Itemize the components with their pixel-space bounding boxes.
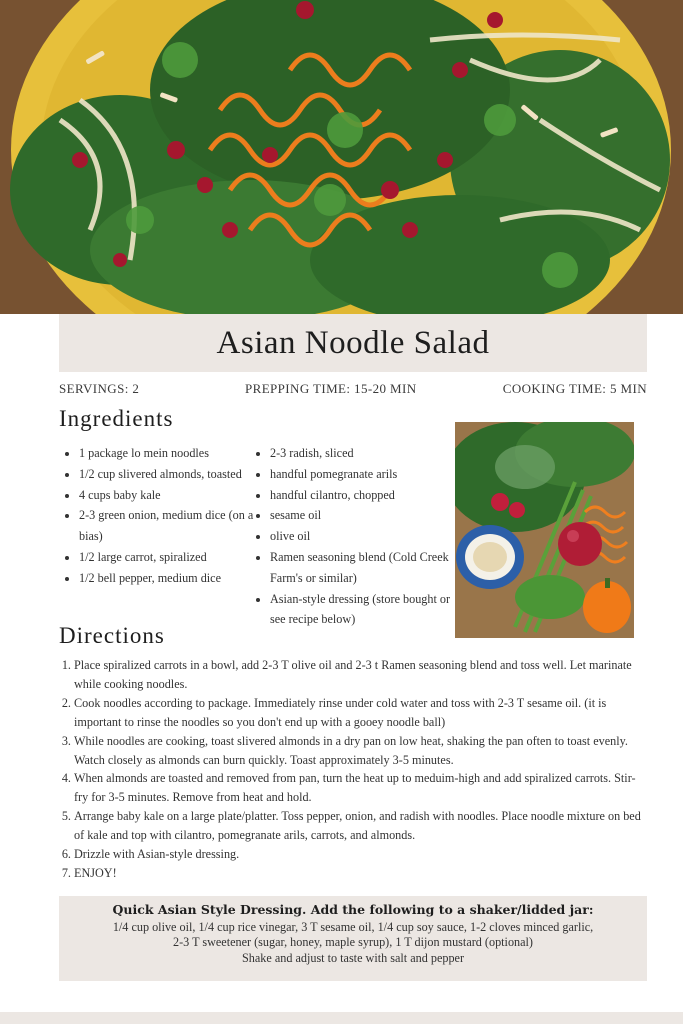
hero-salad-photo — [0, 0, 683, 314]
ingredient-item: • Asian-style dressing (store bought or see recipe below) — [270, 589, 466, 631]
ingredient-item: • 1/2 bell pepper, medium dice — [79, 568, 267, 589]
directions-list — [59, 656, 649, 883]
direction-step: 3. While noodles are cooking, toast slivered almonds in a dry pan on low heat, shaking the pan often to toast evenly. Watch closely as almonds can burn quickly. Toast approximately 3-5 minutes. — [74, 732, 649, 770]
dressing-heading: Quick Asian Style Dressing. Add the following to a shaker/lidded jar: — [112, 902, 594, 917]
recipe-title: Asian Noodle Salad — [216, 324, 490, 361]
ingredients-photo — [455, 422, 634, 638]
ingredient-item: • sesame oil — [270, 505, 466, 526]
direction-step: 6. Drizzle with Asian-style dressing. — [74, 845, 649, 864]
cook-time-label: COOKING TIME: 5 MIN — [502, 381, 647, 396]
direction-step: 4. When almonds are toasted and removed from pan, turn the heat up to meduim-high and add spiralized carrots. Stir-fry for 3-5 minutes. Remove from heat and hold. — [74, 769, 649, 807]
direction-step: 5. Arrange baby kale on a large plate/platter. Toss pepper, onion, and radish with noodles. Place noodle mixture on bed of kale and top with cilantro, pomegranate arils, carrots, and almonds. — [74, 807, 649, 845]
ingredient-item: • Ramen seasoning blend (Cold Creek Farm's or similar) — [270, 547, 466, 589]
ingredient-item: • olive oil — [270, 526, 466, 547]
ingredient-item: • 2-3 green onion, medium dice (on a bias) — [79, 505, 267, 547]
dressing-line: Shake and adjust to taste with salt and pepper — [241, 950, 465, 965]
dressing-line: 2-3 T sweetener (sugar, honey, maple syrup), 1 T dijon mustard (optional) — [173, 935, 533, 949]
servings-label: SERVINGS: 2 — [59, 381, 140, 396]
direction-step: 2. Cook noodles according to package. Immediately rinse under cold water and toss with 2-3 T sesame oil. (it is important to rinse the noodles so you don't end up with a gooey noodle ball) — [74, 694, 649, 732]
ingredient-item: • 4 cups baby kale — [79, 485, 267, 506]
ingredient-item: • handful pomegranate arils — [270, 464, 466, 485]
ingredient-item: • 2-3 radish, sliced — [270, 443, 466, 464]
ingredient-item: • handful cilantro, chopped — [270, 485, 466, 506]
ingredients-heading: Ingredients — [59, 406, 174, 431]
ingredients-list-left — [59, 443, 267, 589]
directions-heading: Directions — [59, 623, 165, 648]
dressing-box — [59, 896, 647, 981]
ingredient-item: • 1/2 cup slivered almonds, toasted — [79, 464, 267, 485]
ingredients-list-right — [250, 443, 466, 630]
title-band — [59, 314, 647, 372]
direction-step: 7. ENJOY! — [74, 864, 649, 883]
dressing-line: 1/4 cup olive oil, 1/4 cup rice vinegar, 3 T sesame oil, 1/4 cup soy sauce, 1-2 cloves minced garlic, — [112, 919, 594, 934]
ingredient-item: • 1 package lo mein noodles — [79, 443, 267, 464]
direction-step: 1. Place spiralized carrots in a bowl, add 2-3 T olive oil and 2-3 t Ramen seasoning blend and toss well. Let marinate while cooking noodles. — [74, 656, 649, 694]
prep-time-label: PREPPING TIME: 15-20 MIN — [245, 381, 417, 396]
footer-strip — [0, 1012, 683, 1024]
ingredient-item: • 1/2 large carrot, spiralized — [79, 547, 267, 568]
